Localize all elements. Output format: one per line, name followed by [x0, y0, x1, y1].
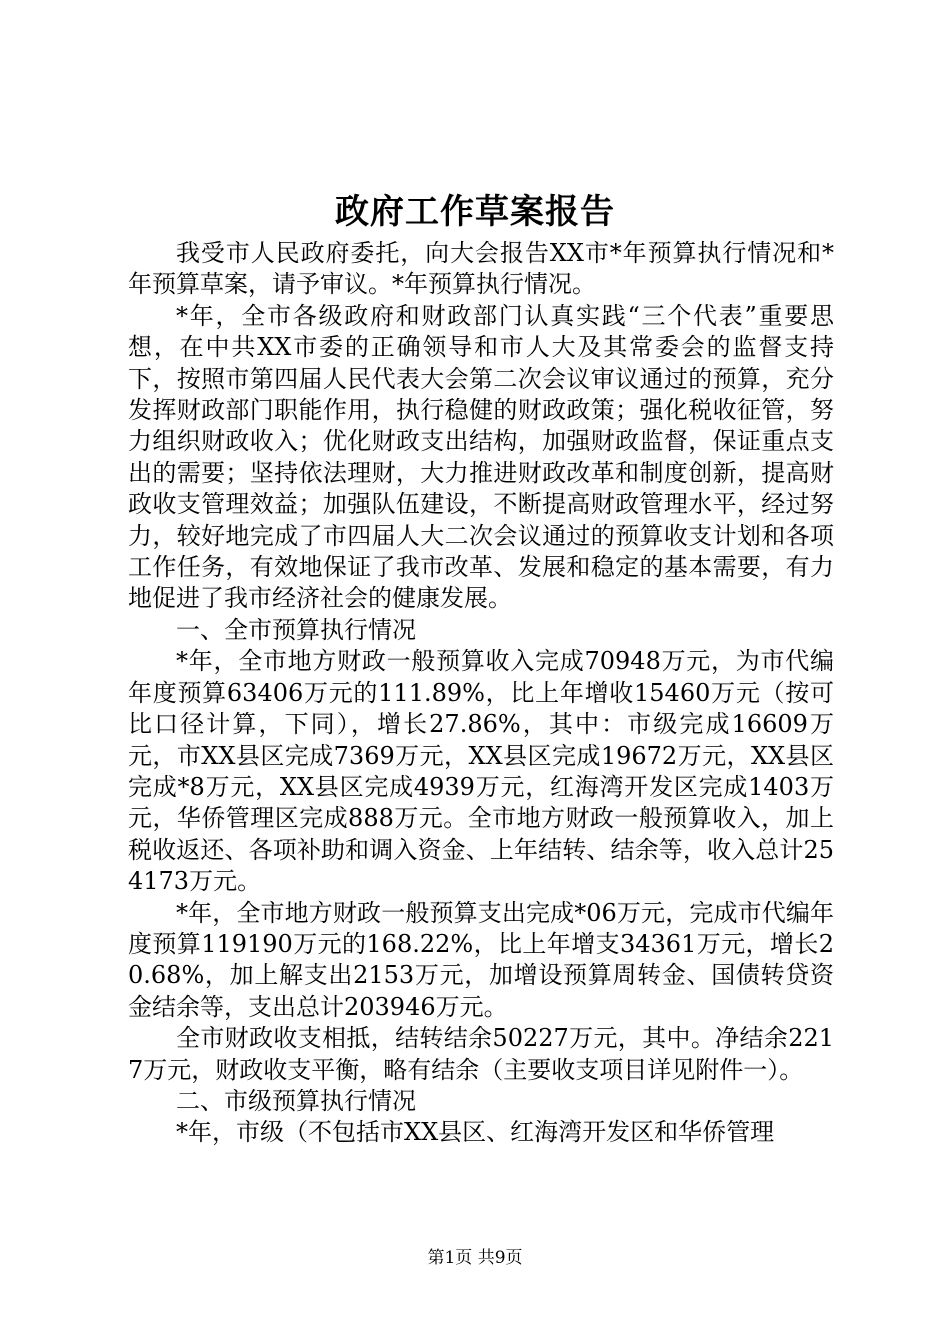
- paragraph-balance: 全市财政收支相抵，结转结余50227万元，其中。净结余2217万元，财政收支平衡，略有结余（主要收支项目详见附件一）。: [128, 1024, 834, 1084]
- section-heading-2: 二、市级预算执行情况: [176, 1086, 416, 1115]
- paragraph-expenditure: *年，全市地方财政一般预算支出完成*06万元，完成市代编年度预算119190万元的168.22%，比上年增支34361万元，增长20.68%，加上解支出2153万元，加增设预算周转金、国债转贷资金结余等，支出总计203946万元。: [128, 898, 834, 1021]
- paragraph-city-level: *年，市级（不包括市XX县区、红海湾开发区和华侨管理: [176, 1118, 775, 1147]
- paragraph-revenue: *年，全市地方财政一般预算收入完成70948万元，为市代编年度预算63406万元的111.89%，比上年增收15460万元（按可比口径计算，下同），增长27.86%，其中：市级完成16609万元，市XX县区完成7369万元，XX县区完成19672万元，XX县区完成*8万元，XX县区完成4939万元，红海湾开发区完成1403万元，华侨管理区完成888万元。全市地方财政一般预算收入，加上税收返还、各项补助和调入资金、上年结转、结余等，收入总计254173万元。: [128, 647, 834, 896]
- paragraph-intro: 我受市人民政府委托，向大会报告XX市*年预算执行情况和*年预算草案，请予审议。*年预算执行情况。: [128, 239, 834, 299]
- paragraph-overview: *年，全市各级政府和财政部门认真实践“三个代表”重要思想，在中共XX市委的正确领导和市人大及其常委会的监督支持下，按照市第四届人民代表大会第二次会议审议通过的预算，充分发挥财政部门职能作用，执行稳健的财政政策；强化税收征管，努力组织财政收入；优化财政支出结构，加强财政监督，保证重点支出的需要；坚持依法理财，大力推进财政改革和制度创新，提高财政收支管理效益；加强队伍建设，不断提高财政管理水平，经过努力，较好地完成了市四届人大二次会议通过的预算收支计划和各项工作任务，有效地保证了我市改革、发展和稳定的基本需要，有力地促进了我市经济社会的健康发展。: [128, 301, 834, 613]
- document-body: [128, 238, 834, 1149]
- document-title: 政府工作草案报告: [335, 192, 615, 232]
- page-footer: 第1页 共9页: [427, 1248, 523, 1268]
- section-heading-1: 一、全市预算执行情况: [176, 615, 416, 644]
